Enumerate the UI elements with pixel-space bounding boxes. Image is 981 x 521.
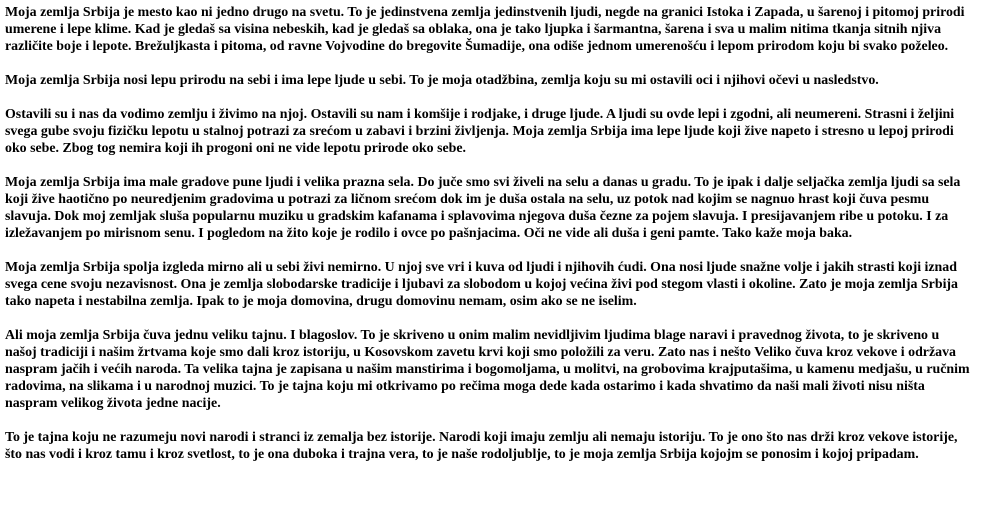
paragraph: Ali moja zemlja Srbija čuva jednu veliku tajnu. I blagoslov. To je skriveno u onim malim nevidljivim ljudima blage naravi i pravednog života, to je skriveno u našoj tradiciji i našim žrtvama koje smo dali kroz istoriju, u Kosovskom zavetu krvi koji smo položili za veru. Zato nas i nešto Veliko čuva kroz vekove i održava naspram jačih i većih naroda. Ta velika tajna je zapisana u našim manstirima i bogomoljama, u molitvi, na grobovima krajputašima, u kamenu medjašu, u ručnim radovima, na slikama i u narodnoj muzici. To je tajna koju mi otkrivamo po rečima moga dede kada ostarimo i kada shvatimo da naši mali životi nisu ništa naspram velikog života jedne nacije.: [5, 328, 970, 411]
paragraph: Moja zemlja Srbija je mesto kao ni jedno drugo na svetu. To je jedinstvena zemlja jedinstvenih ljudi, negde na granici Istoka i Zapada, u šarenoj i pitomoj prirodi umerene i lepe klime. Kad je gledaš sa visina nebeskih, kad je gledaš sa oblaka, ona je tako ljupka i šarmantna, šarena i sva u malim nitima tkanja sitnih njiva različite boje i lepote. Brežuljkasta i pitoma, od ravne Vojvodine do bregovite Šumadije, ona odiše jednom umerenošću i lepom prirodom koju bi svako poželeo.: [5, 5, 965, 54]
paragraph: Moja zemlja Srbija nosi lepu prirodu na sebi i ima lepe ljude u sebi. To je moja otadžbina, zemlja koju su mi ostavili oci i njihovi očevi u nasledstvo.: [5, 73, 879, 88]
paragraph: Ostavili su i nas da vodimo zemlju i živimo na njoj. Ostavili su nam i komšije i rodjake, i druge ljude. A ljudi su ovde lepi i zgodni, ali neumereni. Strasni i željini svega gube svoju fizičku lepotu u stalnoj potrazi za srećom u zabavi i brzini življenja. Moja zemlja Srbija ima lepe ljude koji žive napeto i stresno u lepoj prirodi oko sebe. Zbog tog nemira koji ih progoni oni ne vide lepotu prirode oko sebe.: [5, 107, 955, 156]
paragraph: Moja zemlja Srbija spolja izgleda mirno ali u sebi živi nemirno. U njoj sve vri i kuva od ljudi i njihovih ćudi. Ona nosi ljude snažne volje i jakih strasti koji iznad svega cene svoju nezavisnost. Ona je zemlja slobodarske tradicije i ljubavi za slobodom u kojoj većina živi pod stegom vlasti i okoline. Zato je moja zemlja Srbija tako napeta i nestabilna zemlja. Ipak to je moja domovina, drugu domovinu nemam, osim ako se ne iselim.: [5, 260, 958, 309]
paragraph: Moja zemlja Srbija ima male gradove pune ljudi i velika prazna sela. Do juče smo svi živeli na selu a danas u gradu. To je ipak i dalje seljačka zemlja ljudi sa sela koji žive haotično po neuredjenim gradovima u potrazi za ličnom srećom dok im je duša ostala na selu, uz potok nad kojim se nagnuo hrast koji čuva pesmu slavuja. Dok moj zemljak sluša popularnu muziku u gradskim kafanama i splavovima njegova duša čezne za pojem slavuja. I presijavanjem ribe u potoku. I za izležavanjem po mirisnom senu. I pogledom na žito koje je rodilo i ovce po pašnjacima. Oči ne vide ali duša i geni pamte. Tako kaže moja baka.: [5, 175, 961, 241]
paragraph: To je tajna koju ne razumeju novi narodi i stranci iz zemalja bez istorije. Narodi koji imaju zemlju ali nemaju istoriju. To je ono što nas drži kroz vekove istorije, što nas vodi i kroz tamu i kroz svetlost, to je ona duboka i trajna vera, to je naše rodoljublje, to je moja zemlja Srbija kojojm se ponosim i kojoj pripadam.: [5, 430, 958, 462]
